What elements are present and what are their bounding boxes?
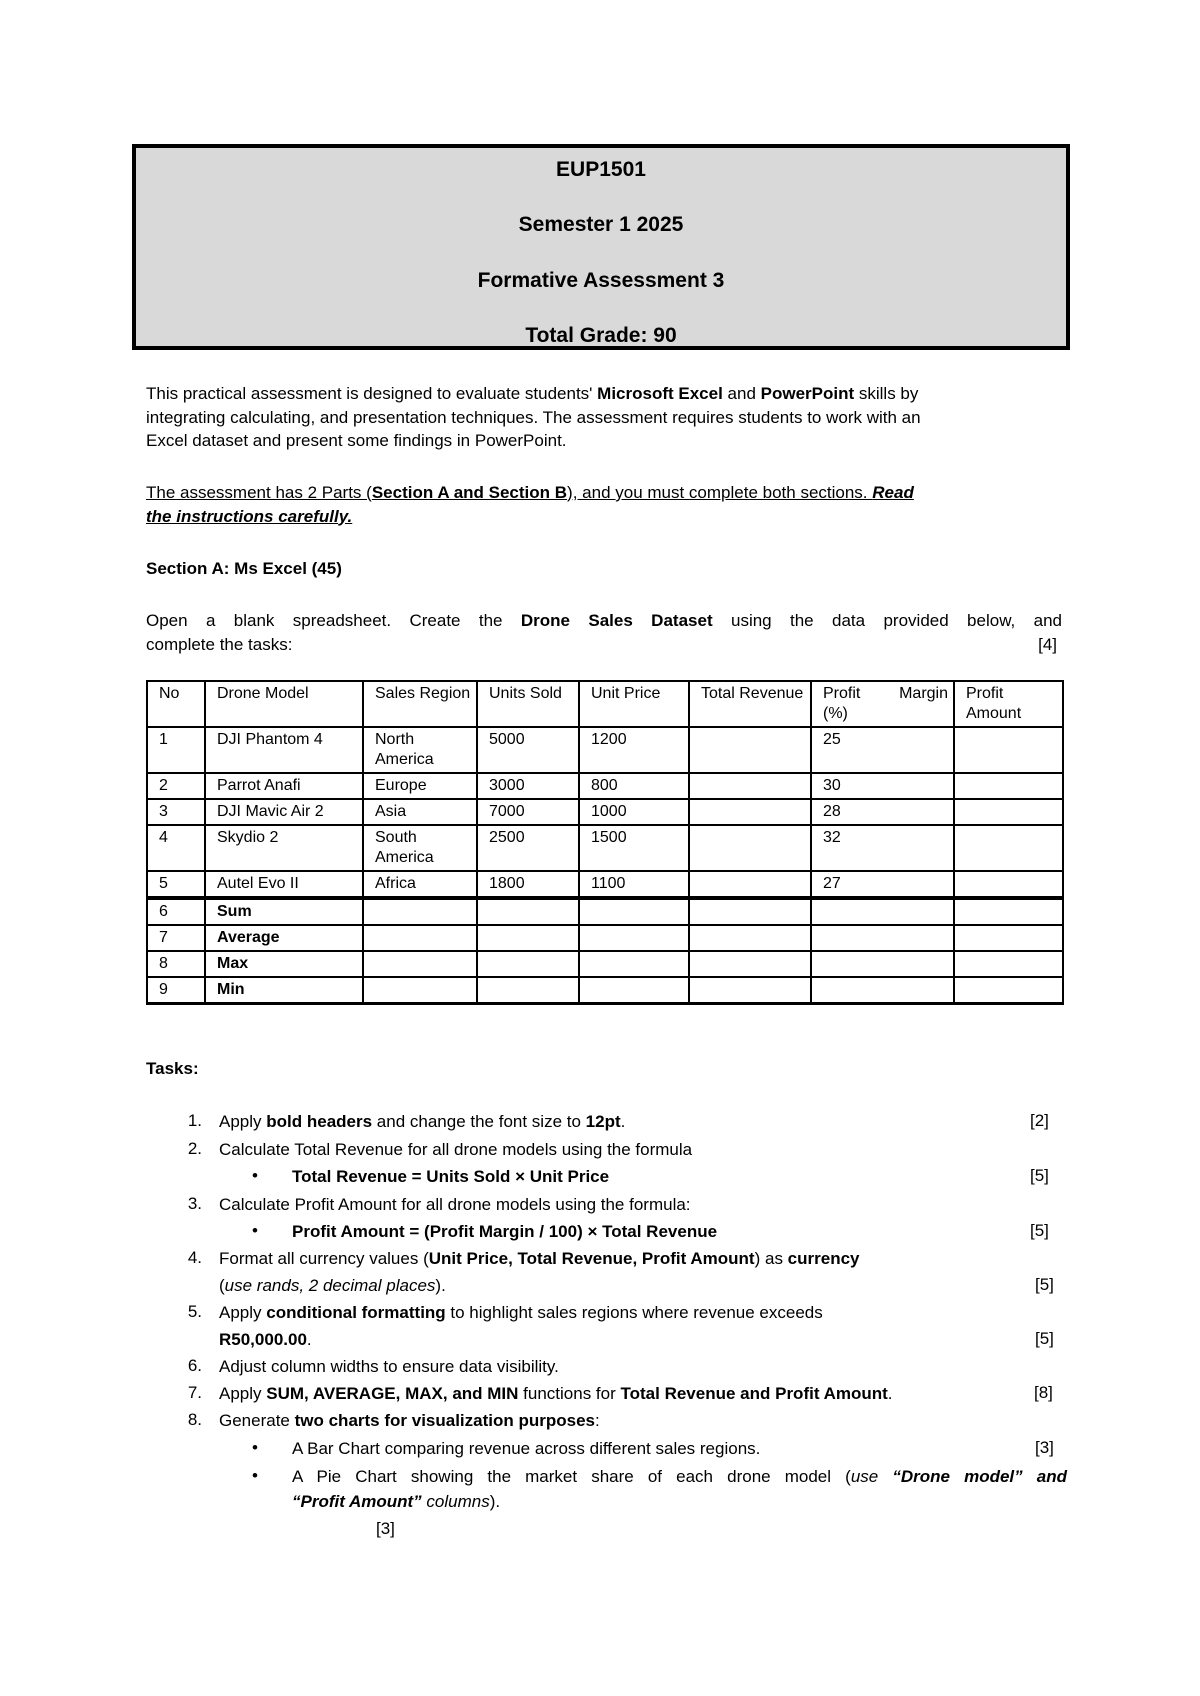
task-8: Generate two charts for visualization purposes:	[219, 1411, 600, 1430]
table-cell: 7000	[477, 799, 579, 825]
notice-paragraph	[146, 481, 1062, 528]
table-cell: Autel Evo II	[205, 871, 363, 898]
table-cell: 1	[147, 727, 205, 773]
task-number: 2.	[187, 1139, 202, 1158]
table-cell	[477, 977, 579, 1004]
task-1: Apply bold headers and change the font size to 12pt.	[219, 1112, 626, 1131]
task-number: 3.	[187, 1194, 202, 1213]
task-8-bar-mark: [3]	[1035, 1438, 1054, 1457]
table-cell: 2	[147, 773, 205, 799]
table-cell	[689, 825, 811, 871]
section-a-title: Section A: Ms Excel (45)	[146, 559, 342, 578]
table-cell: 7	[147, 925, 205, 951]
header-cell: Profit Margin (%)	[811, 681, 954, 727]
task-3-mark: [5]	[1030, 1221, 1049, 1240]
summary-label: Min	[205, 977, 363, 1004]
table-cell: South America	[363, 825, 477, 871]
table-cell	[579, 925, 689, 951]
intro-line-2: integrating calculating, and presentation techniques. The assessment requires students to work with an	[146, 407, 921, 427]
section-a-line-2: complete the tasks: [4]	[146, 633, 1062, 657]
table-cell	[954, 799, 1063, 825]
table-cell	[579, 898, 689, 925]
table-cell	[811, 951, 954, 977]
task-8-pie-chart: A Pie Chart showing the market share of each drone model (use “Drone model” and	[292, 1467, 1067, 1486]
table-cell: 1200	[579, 727, 689, 773]
drone-sales-table	[146, 680, 1064, 1005]
task-2: Calculate Total Revenue for all drone models using the formula	[219, 1140, 693, 1159]
task-2-formula: Total Revenue = Units Sold × Unit Price	[292, 1167, 610, 1186]
task-number: 1.	[187, 1111, 202, 1130]
summary-row	[147, 951, 1063, 977]
table-cell	[811, 977, 954, 1004]
task-number: 5.	[187, 1302, 202, 1321]
summary-row	[147, 925, 1063, 951]
table-cell: DJI Mavic Air 2	[205, 799, 363, 825]
table-cell	[954, 977, 1063, 1004]
table-cell	[477, 925, 579, 951]
intro-paragraph	[146, 382, 1062, 453]
table-cell: 9	[147, 977, 205, 1004]
header-cell: Sales Region	[363, 681, 477, 727]
task-4: Format all currency values (Unit Price, Total Revenue, Profit Amount) as currency	[219, 1249, 860, 1268]
table-cell: 1000	[579, 799, 689, 825]
table-cell: 27	[811, 871, 954, 898]
assessment-title: Formative Assessment 3	[477, 269, 725, 292]
table-cell	[954, 898, 1063, 925]
table-row	[147, 825, 1063, 871]
table-cell	[689, 977, 811, 1004]
header-cell: Total Revenue	[689, 681, 811, 727]
table-header-row	[147, 681, 1063, 727]
task-5-line-2: R50,000.00.	[219, 1330, 312, 1349]
table-cell: 5000	[477, 727, 579, 773]
task-8-pie-chart-line-2: “Profit Amount” columns).	[292, 1492, 501, 1511]
task-7-mark: [8]	[1034, 1383, 1053, 1402]
task-1-mark: [2]	[1030, 1111, 1049, 1130]
table-cell	[689, 951, 811, 977]
table-cell	[689, 727, 811, 773]
semester: Semester 1 2025	[518, 213, 684, 236]
table-row	[147, 773, 1063, 799]
table-cell	[954, 925, 1063, 951]
table-cell	[954, 871, 1063, 898]
bullet-icon: •	[252, 1166, 258, 1185]
table-cell	[954, 773, 1063, 799]
summary-label: Average	[205, 925, 363, 951]
header-cell: Profit Amount	[954, 681, 1063, 727]
table-cell	[477, 898, 579, 925]
summary-label: Max	[205, 951, 363, 977]
task-number: 8.	[187, 1410, 202, 1429]
task-7: Apply SUM, AVERAGE, MAX, and MIN functions for Total Revenue and Profit Amount.	[219, 1384, 893, 1403]
table-cell	[579, 977, 689, 1004]
section-a-mark: [4]	[1038, 635, 1057, 654]
summary-row	[147, 977, 1063, 1004]
course-code: EUP1501	[556, 158, 646, 181]
table-row	[147, 799, 1063, 825]
table-cell: 32	[811, 825, 954, 871]
notice-line-1: The assessment has 2 Parts (Section A and Section B), and you must complete both sections. Read	[146, 483, 914, 502]
bullet-icon: •	[252, 1466, 258, 1485]
task-3: Calculate Profit Amount for all drone models using the formula:	[219, 1195, 691, 1214]
task-4-line-2: (use rands, 2 decimal places).	[219, 1276, 446, 1295]
table-cell: 1100	[579, 871, 689, 898]
table-cell	[689, 799, 811, 825]
table-cell	[363, 977, 477, 1004]
table-cell: 8	[147, 951, 205, 977]
header-box	[132, 144, 1070, 350]
table-cell: 3	[147, 799, 205, 825]
total-grade: Total Grade: 90	[525, 324, 677, 347]
table-cell	[579, 951, 689, 977]
table-cell: DJI Phantom 4	[205, 727, 363, 773]
task-3-formula: Profit Amount = (Profit Margin / 100) × Total Revenue	[292, 1222, 718, 1241]
bullet-icon: •	[252, 1438, 258, 1457]
task-number: 4.	[187, 1248, 202, 1267]
table-cell	[954, 727, 1063, 773]
table-cell	[689, 898, 811, 925]
table-cell: 800	[579, 773, 689, 799]
table-cell	[954, 951, 1063, 977]
intro-line-3: Excel dataset and present some findings in PowerPoint.	[146, 431, 567, 450]
table-cell	[689, 871, 811, 898]
task-number: 6.	[187, 1356, 202, 1375]
table-cell: 1500	[579, 825, 689, 871]
intro-line-1: This practical assessment is designed to evaluate students' Microsoft Excel and PowerPoint skills by	[146, 384, 919, 403]
header-cell: Drone Model	[205, 681, 363, 727]
header-cell: Unit Price	[579, 681, 689, 727]
tasks-title: Tasks:	[146, 1059, 199, 1078]
table-cell	[363, 951, 477, 977]
table-cell	[363, 925, 477, 951]
table-row	[147, 871, 1063, 898]
table-cell	[811, 898, 954, 925]
summary-row	[147, 898, 1063, 925]
table-cell: 2500	[477, 825, 579, 871]
task-6: Adjust column widths to ensure data visibility.	[219, 1357, 559, 1376]
task-2-mark: [5]	[1030, 1166, 1049, 1185]
table-cell	[689, 925, 811, 951]
table-cell	[689, 773, 811, 799]
section-a-line-1: Open a blank spreadsheet. Create the Drone Sales Dataset using the data provided below, and	[146, 611, 1063, 630]
table-cell	[811, 925, 954, 951]
table-cell: 5	[147, 871, 205, 898]
task-5-mark: [5]	[1035, 1329, 1054, 1348]
bullet-icon: •	[252, 1221, 258, 1240]
notice-line-2: the instructions carefully.	[146, 506, 353, 526]
header-cell: Units Sold	[477, 681, 579, 727]
table-cell: 6	[147, 898, 205, 925]
table-cell: Skydio 2	[205, 825, 363, 871]
task-8-pie-mark: [3]	[376, 1519, 395, 1538]
table-cell: 3000	[477, 773, 579, 799]
task-number: 7.	[187, 1383, 202, 1402]
table-cell: North America	[363, 727, 477, 773]
summary-label: Sum	[205, 898, 363, 925]
table-cell: Parrot Anafi	[205, 773, 363, 799]
table-cell: 1800	[477, 871, 579, 898]
table-row	[147, 727, 1063, 773]
table-cell	[363, 898, 477, 925]
header-cell: No	[147, 681, 205, 727]
table-cell: Africa	[363, 871, 477, 898]
task-8-bar-chart: A Bar Chart comparing revenue across different sales regions.	[292, 1439, 761, 1458]
table-cell	[477, 951, 579, 977]
task-4-mark: [5]	[1035, 1275, 1054, 1294]
table-cell: 30	[811, 773, 954, 799]
task-5: Apply conditional formatting to highlight sales regions where revenue exceeds	[219, 1303, 823, 1322]
table-cell: 28	[811, 799, 954, 825]
table-cell: 4	[147, 825, 205, 871]
table-cell: 25	[811, 727, 954, 773]
table-cell: Europe	[363, 773, 477, 799]
table-cell	[954, 825, 1063, 871]
table-cell: Asia	[363, 799, 477, 825]
